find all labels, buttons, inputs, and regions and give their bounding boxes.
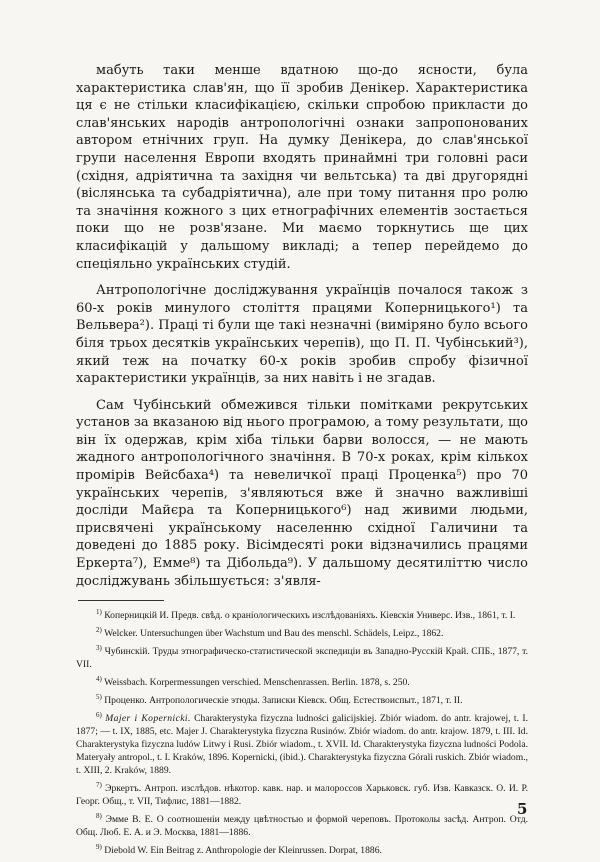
page-content (76, 62, 528, 862)
main-text (76, 62, 528, 590)
footnote-divider (78, 600, 164, 601)
footnote-4: $^{4)}$ Weissbach. Korpermessungen verschied. Menschenrassen. Berlin. 1878, s. 250. (96, 675, 410, 689)
footnote-3: $^{3)}$ Чубинскій. Труды этнографическо-статистической экспедиціи въ Западно-Русскій Край. СПБ., 1877, т. VII. (76, 644, 528, 671)
paragraph-1: мабуть таки менше вдатною що-до ясности, була характеристика слав'ян, що її зробив Денікер. Характеристика ця є не стільки класифікацією, скільки спробою прикласти до слав'янських народів антропологічні ознаки запропонованих автором етнічних груп. На думку Денікера, до слав'янської групи населення Европи входять принаймні три головні раси (східня, адріятична та західня чи вельтська) та дві другорядні (віслянська та субадріятична), але при тому питання про ролю та значіння кожного з цих етнографічних елементів зостається поки що не розв'язане. Ми маємо торкнутись ще цих класифікацій у дальшому викладі; а тепер перейдемо до спеціяльно українських студій. (76, 63, 528, 272)
paragraph-3: Сам Чубінський обмежився тільки помітками рекрутських установ за вказаною від нього програмою, а тому результати, що він їх одержав, крім хіба тільки барви волосся, — не мають жадного антропологічного значіння. В 70-х роках, крім кількох промірів Вейсбаха⁴) та невеличкої праці Проценка⁵) про 70 українських черепів, з'являються вже й значно важливіші досліди Майєра та Коперницького⁶) над живими людьми, присвячені українському населенню східної Галичини та доведені до 1885 року. Вісімдесяті роки відзначились працями Еркерта⁷), Емме⁸) та Дібольда⁹). У дальшому десятиліттю число досліджувань збільшується: з'явля- (76, 397, 528, 589)
page-number: 5 (517, 800, 528, 818)
footnote-7: $^{7)}$ Эркертъ. Антроп. изслѣдов. нѣкотор. кавк. нар. и малороссов Харьковск. губ. Изв. Кавказск. О. И. Р. Георг. Общ., т. VII, Тифлис, 1881—1882. (76, 781, 528, 808)
footnotes (76, 609, 528, 857)
footnote-5: $^{5)}$ Проценко. Антропологическіе этюды. Записки Кіевск. Общ. Естествоиспыт., 1871, т. II. (96, 693, 463, 707)
footnote-6: $^{6)}$ Majer i Kopernicki. Charakterystyka fizyczna ludności galicijskiej. Zbiór wiadom. do antr. krajowej, t. I. 1877; — t. IX, 1885, etc. Majer J. Charakterystyka fizyczna Rusinów. Zbiór wiadom. do antr. krajow. 1879, t. III. Id. Charakterystyka fizyczna ludów Litwy i Rusi. Zbiór wiadom., t. XVII. Id. Charakterystyka fizyczna ludności Podola. Materyały antropol., t. I. Kraków, 1896. Kopernicki, (ibid.). Charakterystyka fizyczna Górali ruskich. Zbiór wiadom., t. XIII, 2. Kraków, 1889. (76, 711, 528, 777)
paragraph-2: Антропологічне досліджування українців почалося також з 60-х років минулого століття працями Коперницького¹) та Вельвера²). Праці ті були ще такі незначні (виміряно було всього біля трьох десятків українських черепів), що П. П. Чубінський³), який теж на початку 60-х років зробив спробу фізичної характеристики українців, за них навіть і не згадав. (76, 283, 528, 387)
footnote-1: $^{1)}$ Коперницкій И. Предв. свѣд. о краніологическихъ изслѣдованіяхъ. Кіевскія Универс. Изв., 1861, т. I. (96, 608, 516, 622)
footnote-2: $^{2)}$ Welcker. Untersuchungen über Wachstum und Bau des menschl. Schädels, Leipz., 1862. (96, 626, 444, 640)
footnote-8: $^{8)}$ Эмме В. Е. О соотношеніи между цвѣтностью и формой череповъ. Протоколы засѣд. Антроп. Отд. Общ. Люб. Е. А. и Э. Москва, 1881—1886. (76, 812, 528, 839)
footnote-9: $^{9)}$ Diebold W. Ein Beitrag z. Anthropologie der Kleinrussen. Dorpat, 1886. (96, 843, 382, 857)
